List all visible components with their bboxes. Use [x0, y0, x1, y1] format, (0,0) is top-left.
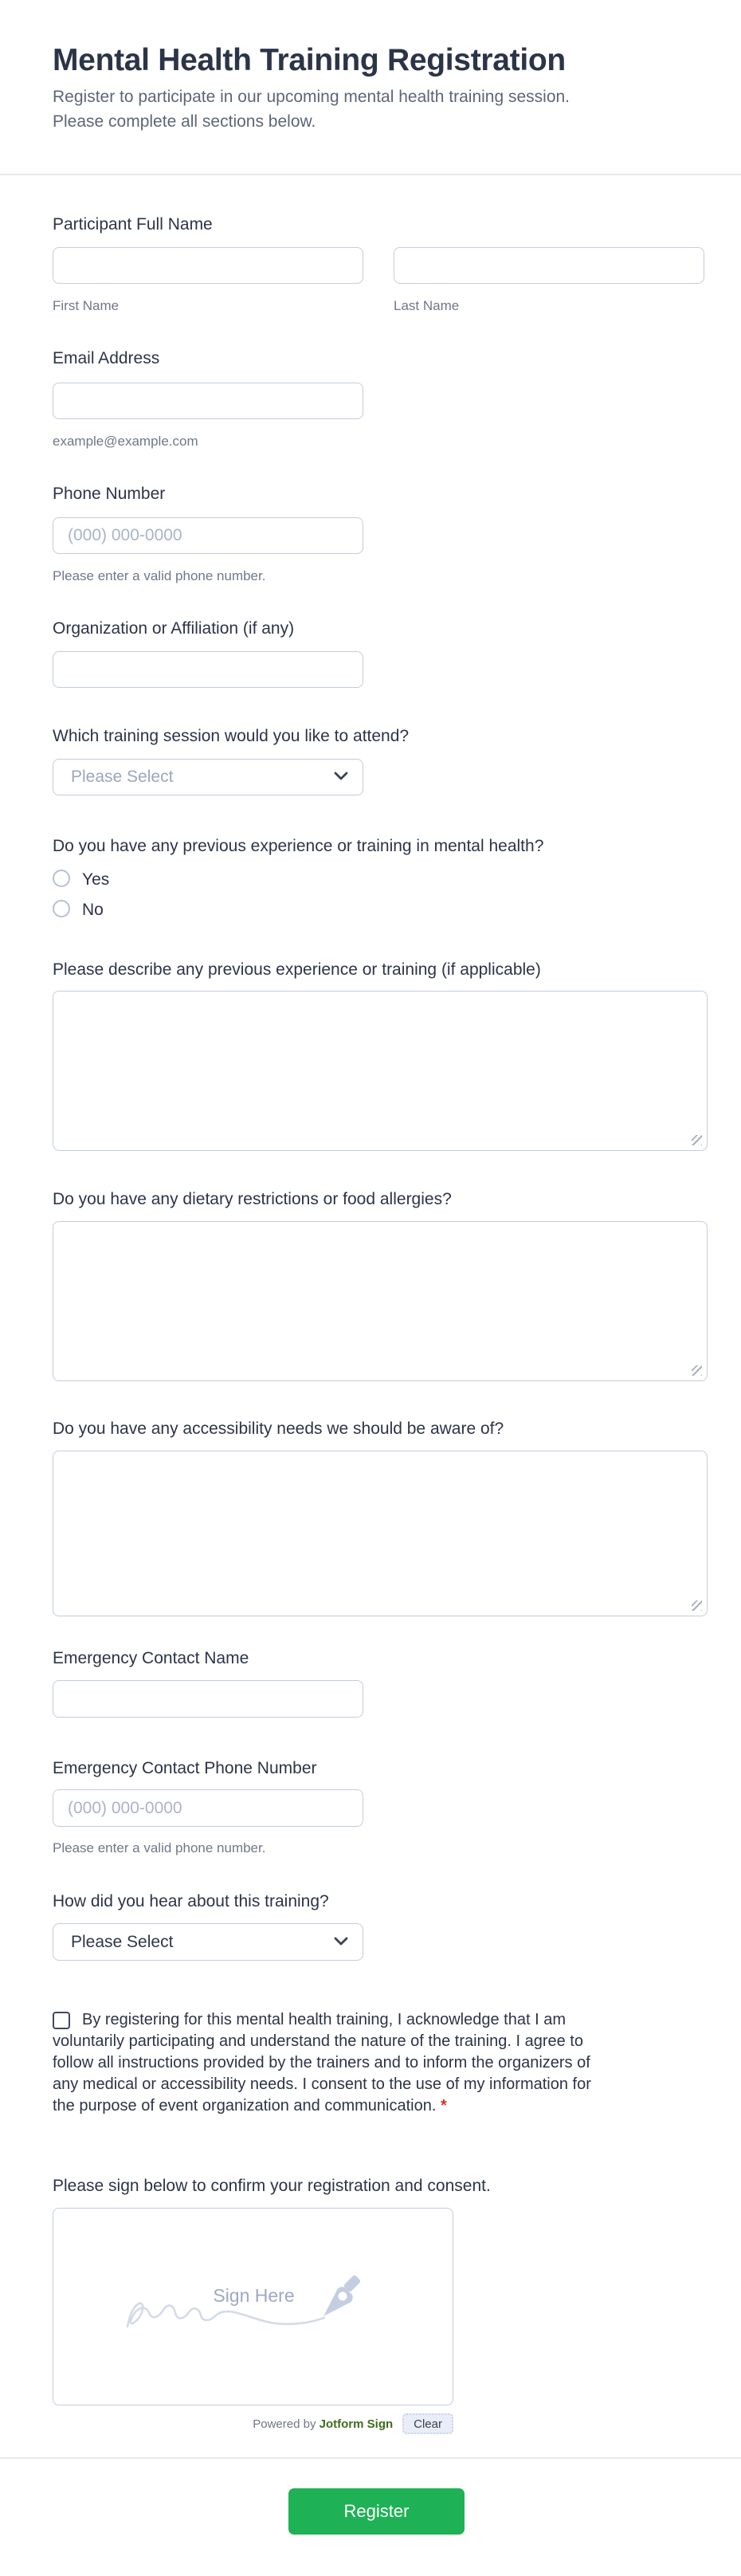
footer-divider: [0, 2457, 741, 2459]
experience-details-textarea[interactable]: [53, 991, 708, 1151]
consent-text: [53, 2009, 615, 2117]
pen-nib-icon: [321, 2274, 363, 2319]
clear-signature-button[interactable]: Clear: [402, 2413, 453, 2434]
session-select[interactable]: [53, 759, 363, 795]
experience-yes-radio[interactable]: [53, 870, 70, 887]
last-name-input[interactable]: [394, 247, 704, 284]
session-label: Which training session would you like to attend?: [53, 727, 410, 745]
full-name-label: Participant Full Name: [53, 215, 213, 234]
sign-here-text: Sign Here: [213, 2285, 295, 2306]
emergency-name-label: Emergency Contact Name: [53, 1649, 249, 1667]
emergency-phone-input[interactable]: [53, 1789, 363, 1827]
resize-handle-icon[interactable]: [692, 1365, 702, 1376]
emergency-phone-label: Emergency Contact Phone Number: [53, 1759, 317, 1777]
signature-squiggle-icon: [124, 2288, 339, 2336]
signature-pad[interactable]: [53, 2208, 453, 2405]
resize-handle-icon[interactable]: [692, 1600, 702, 1611]
powered-by-text: [253, 2417, 393, 2431]
phone-sublabel: Please enter a valid phone number.: [53, 568, 266, 583]
dietary-label: Do you have any dietary restrictions or food allergies?: [53, 1190, 452, 1208]
phone-label: Phone Number: [53, 485, 166, 503]
chevron-down-icon: [334, 1935, 348, 1950]
organization-label: Organization or Affiliation (if any): [53, 619, 295, 638]
page-subtitle: Register to participate in our upcoming mental health training session. Please complete all sections below.: [53, 88, 570, 131]
page-title: Mental Health Training Registration: [53, 43, 566, 77]
consent-text-body: By registering for this mental health training, I acknowledge that I am voluntarily participating and understand the nature of the training. I agree to follow all instructions provided by the trainers and to inform the organizers of any medical or accessibility needs. I consent to the use of my information for the purpose of event organization and communication.: [53, 2011, 591, 2115]
email-label: Email Address: [53, 349, 160, 367]
chevron-down-icon: [334, 770, 348, 784]
experience-details-label: Please describe any previous experience or training (if applicable): [53, 960, 541, 979]
referral-select-value: Please Select: [71, 1932, 174, 1951]
organization-input[interactable]: [53, 651, 363, 688]
experience-no-label[interactable]: No: [82, 901, 104, 919]
first-name-input[interactable]: [53, 247, 363, 284]
header-divider: [0, 174, 741, 175]
resize-handle-icon[interactable]: [692, 1135, 702, 1145]
referral-label: How did you hear about this training?: [53, 1892, 329, 1910]
experience-label: Do you have any previous experience or training in mental health?: [53, 837, 544, 855]
email-sublabel: example@example.com: [53, 434, 198, 449]
phone-input[interactable]: [53, 517, 363, 554]
accessibility-label: Do you have any accessibility needs we should be aware of?: [53, 1420, 504, 1438]
dietary-textarea[interactable]: [53, 1221, 708, 1381]
first-name-sublabel: First Name: [53, 298, 120, 313]
session-select-value: Please Select: [71, 768, 174, 786]
register-button[interactable]: Register: [288, 2488, 465, 2535]
referral-select[interactable]: [53, 1923, 363, 1961]
experience-no-radio[interactable]: [53, 900, 70, 917]
signature-footer: [53, 2413, 453, 2434]
signature-label: Please sign below to confirm your registration and consent.: [53, 2177, 491, 2195]
emergency-name-input[interactable]: [53, 1680, 363, 1718]
last-name-sublabel: Last Name: [394, 298, 460, 313]
accessibility-textarea[interactable]: [53, 1451, 708, 1616]
powered-by-prefix: Powered by: [253, 2417, 320, 2431]
experience-yes-label[interactable]: Yes: [82, 870, 110, 889]
email-input[interactable]: [53, 383, 363, 419]
jotform-sign-brand: Jotform Sign: [319, 2417, 394, 2431]
emergency-phone-sublabel: Please enter a valid phone number.: [53, 1840, 266, 1855]
required-asterisk: *: [440, 2097, 447, 2115]
